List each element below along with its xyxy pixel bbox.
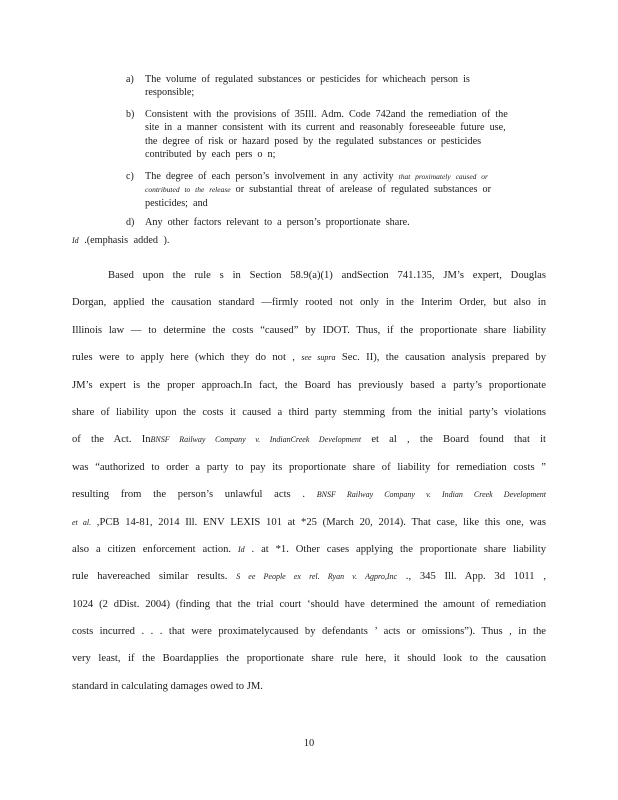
- text-run: share of liability upon the costs it caused a third party stemming from the initial party’s violations: [72, 406, 546, 418]
- list-marker: a): [126, 74, 134, 85]
- text-run: or substantial threat of arelease of regulated substances or pesticides; and: [145, 184, 491, 209]
- list-marker: c): [126, 171, 134, 182]
- text-run: et al , the Board found that it: [361, 434, 546, 446]
- text-run: costs incurred . . . that were proximatelycaused by defendants ’ acts or omissions”). Thus , in the: [72, 626, 546, 638]
- text-run: The degree of each person’s involvement in any activity: [145, 171, 399, 182]
- text-run: standard in calculating damages owed to JM.: [72, 680, 263, 692]
- text-run: Any other factors relevant to a person’s proportionate share.: [145, 217, 410, 228]
- paragraph-line: [72, 289, 546, 316]
- text-run: The volume of regulated substances or pesticides for whicheach person is responsible;: [145, 74, 470, 99]
- text-run: very least, if the Boardapplies the proportionate share rule here, it should look to the causation: [72, 653, 546, 665]
- paragraph-line: [72, 262, 546, 289]
- list-item-text: [145, 170, 515, 210]
- italic-citation: et al.: [72, 517, 92, 527]
- page-number: 10: [303, 738, 315, 749]
- text-run: Dorgan, applied the causation standard —firmly rooted not only in the Interim Order, but also in: [72, 297, 546, 309]
- list-marker: b): [126, 109, 135, 120]
- paragraph-line: [72, 618, 546, 645]
- citation-line: [72, 235, 169, 246]
- paragraph-line: [72, 481, 546, 508]
- body-paragraph: [72, 262, 546, 700]
- italic-citation: BNSF Railway Company v. Indian Creek Development: [316, 490, 547, 500]
- text-run: Sec. II), the causation analysis prepared by: [335, 352, 546, 364]
- text-run: of the Act. In: [72, 434, 151, 446]
- list-item-text: [145, 216, 515, 229]
- paragraph-line: [72, 344, 546, 371]
- text-run: ., 345 Ill. App. 3d 1011 ,: [397, 571, 546, 583]
- italic-citation: see supra: [301, 353, 336, 363]
- text-run: Consistent with the provisions of 35Ill. Adm. Code 742and the remediation of the site in a manner consistent with its current and reasonably foreseeable future use, the degree of risk or hazard posed by the regulated substances or pesticides contributed by each pers o n;: [145, 109, 508, 160]
- text-run: also a citizen enforcement action.: [72, 543, 238, 555]
- paragraph-line: [72, 372, 546, 399]
- list-marker: d): [126, 217, 135, 228]
- text-run: rule havereached similar results.: [72, 571, 237, 583]
- paragraph-line: [72, 645, 546, 672]
- id-abbrev: Id: [72, 236, 79, 245]
- paragraph-line: [72, 426, 546, 453]
- paragraph-line: [72, 399, 546, 426]
- list-item-text: [145, 108, 515, 161]
- text-run: ,PCB 14-81, 2014 Ill. ENV LEXIS 101 at *25 (March 20, 2014). That case, like this one, was: [91, 516, 546, 528]
- text-run: was “authorized to order a party to pay its proportionate share of liability for remediation costs ”: [72, 461, 546, 473]
- italic-citation: BNSF Railway Company v. IndianCreek Development: [150, 435, 362, 445]
- italic-citation: S ee People ex rel. Ryan v. Agpro,Inc: [236, 572, 398, 582]
- text-run: resulting from the person’s unlawful acts .: [72, 489, 317, 501]
- italic-text: that proximately caused or contributed to the release: [145, 172, 488, 195]
- paragraph-line: [72, 563, 546, 590]
- text-run: 1024 (2 dDist. 2004) (finding that the trial court ‘should have determined the amount of remediation: [72, 598, 546, 610]
- text-run: Illinois law — to determine the costs “caused” by IDOT. Thus, if the proportionate share liability: [72, 324, 546, 336]
- italic-citation: Id: [237, 544, 245, 554]
- paragraph-line: [72, 317, 546, 344]
- emphasis-note: .(emphasis added ).: [78, 235, 170, 246]
- paragraph-line: [72, 673, 546, 700]
- text-run: JM’s expert is the proper approach.In fact, the Board has previously based a party’s proportionate: [72, 379, 546, 391]
- text-run: rules were to apply here (which they do not ,: [72, 352, 302, 364]
- text-run: . at *1. Other cases applying the proportionate share liability: [244, 543, 546, 555]
- paragraph-line: [72, 536, 546, 563]
- paragraph-line: [72, 509, 546, 536]
- list-item-text: [145, 73, 515, 100]
- paragraph-line: [72, 454, 546, 481]
- paragraph-line: [72, 591, 546, 618]
- text-run: Based upon the rule s in Section 58.9(a)(1) andSection 741.135, JM’s expert, Douglas: [108, 270, 546, 281]
